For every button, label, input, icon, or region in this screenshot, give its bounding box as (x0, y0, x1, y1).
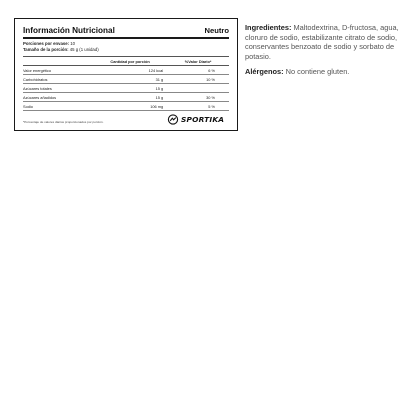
divider-thick (23, 37, 229, 39)
table-row (23, 102, 229, 111)
daily-value-footnote: *Porcentaje de valores diarios proporcionados por porción. (23, 120, 104, 125)
nutrient-daily-value: 5 % (167, 102, 229, 111)
ingredients-section (245, 23, 405, 62)
table-row (23, 84, 229, 93)
table-row (23, 66, 229, 75)
allergens-text: No contiene gluten. (285, 67, 350, 76)
brand-logo (167, 114, 227, 125)
flavor-variant: Neutro (204, 26, 229, 35)
table-row (23, 75, 229, 84)
nutrient-daily-value: 6 % (167, 66, 229, 75)
nutrient-amount: 15 g (147, 84, 168, 93)
portion-value: 45 g (1 unidad) (69, 47, 99, 52)
nutrient-daily-value: 10 % (167, 75, 229, 84)
nutrient-name: Valor energético (23, 66, 93, 75)
column-header-nutrient (23, 57, 93, 66)
portion-size (23, 47, 229, 53)
allergens-section (245, 67, 405, 77)
serving-info (23, 41, 229, 53)
portion-label: Tamaño de la porción: (23, 47, 69, 52)
table-header-row (23, 57, 229, 66)
nutrient-amount: 31 g (147, 75, 168, 84)
ingredients-text: Maltodextrina, D-fructosa, agua, cloruro de sodio, estabilizante citrato de sodio, conservantes benzoato de sodio y sorbato de potasio. (245, 23, 399, 62)
nutrition-facts-panel (14, 18, 238, 131)
column-header-amount: Cantidad por porción (93, 57, 167, 66)
servings-label: Porciones por envase: (23, 41, 70, 46)
nutrient-amount: 124 kcal (147, 66, 168, 75)
nutrient-name: Azúcares totales (23, 84, 93, 93)
nutrition-table (23, 57, 229, 111)
column-header-daily-value: %Valor Diario* (167, 57, 229, 66)
servings-value: 10 (70, 41, 76, 46)
nutrient-amount: 15 g (147, 93, 168, 102)
nutrient-name: Azúcares añadidos (23, 93, 93, 102)
ingredients-label: Ingredientes: (245, 23, 292, 32)
nutrient-daily-value: 30 % (167, 93, 229, 102)
nutrition-header (23, 26, 229, 35)
nutrition-title: Información Nutricional (23, 26, 115, 35)
nutrient-daily-value (167, 84, 229, 93)
table-row (23, 93, 229, 102)
nutrient-name: Carbohidratos (23, 75, 93, 84)
allergens-label: Alérgenos: (245, 67, 284, 76)
nutrient-name: Sodio (23, 102, 93, 111)
brand-name: SPORTIKA (181, 115, 225, 124)
brand-mark-icon (167, 114, 179, 125)
nutrient-amount: 106 mg (147, 102, 168, 111)
